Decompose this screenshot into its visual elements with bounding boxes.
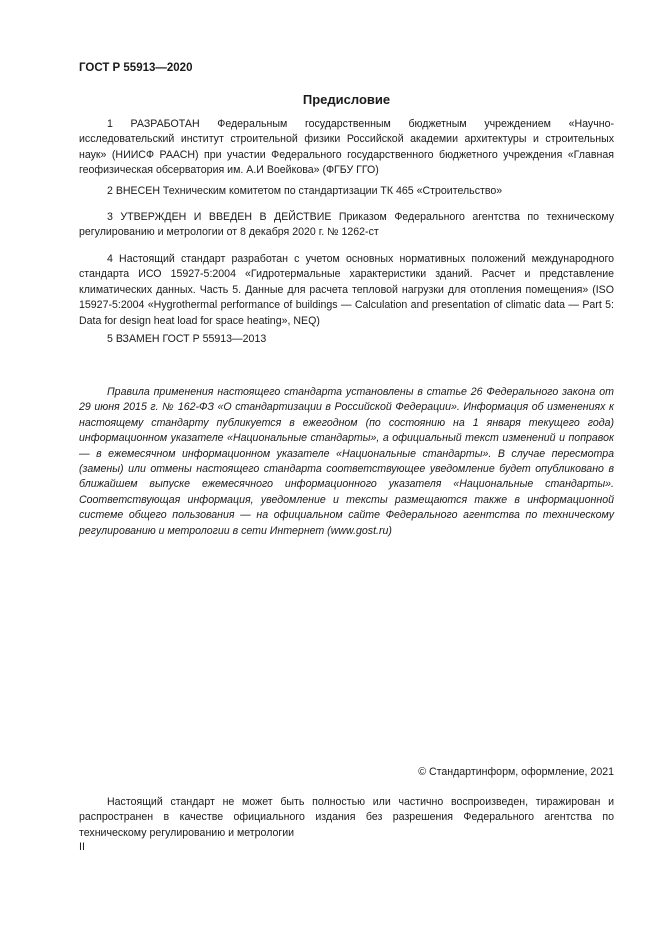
preface-item-2: 2 ВНЕСЕН Техническим комитетом по стандартизации ТК 465 «Строительство»: [107, 185, 503, 197]
reproduction-notice: Настоящий стандарт не может быть полностью или частично воспроизведен, тиражирован и распространен в качестве официального издания без разрешения Федерального агентства по техническому регулированию и метрологии: [79, 796, 614, 839]
page-number: II: [79, 841, 85, 853]
preface-item-5: 5 ВЗАМЕН ГОСТ Р 55913—2013: [107, 333, 267, 345]
preface-item-4: 4 Настоящий стандарт разработан с учетом основных нормативных положений международного стандарта ИСО 15927-5:2004 «Гидротермальные характеристики зданий. Расчет и представление климатических данных. Часть 5. Данные для расчета тепловой нагрузки для отопления помещения» (ISO 15927-5:2004 «Hygrothermal performance of buildings — Calculation and presentation of climatic data — Part 5: Data for design heat load for space heating», NEQ): [79, 253, 614, 327]
preface-item-1: 1 РАЗРАБОТАН Федеральным государственным бюджетным учреждением «Научно-исследовательский институт строительной физики Российской академии архитектуры и строительных наук» (НИИСФ РААСН) при участии Федерального государственного бюджетного учреждения «Главная геофизическая обсерватория им. А.И Воейкова» (ФГБУ ГГО): [79, 118, 614, 177]
preface-item-3: 3 УТВЕРЖДЕН И ВВЕДЕН В ДЕЙСТВИЕ Приказом Федерального агентства по техническому регулированию и метрологии от 8 декабря 2020 г. № 1262-ст: [79, 211, 614, 239]
application-notice: Правила применения настоящего стандарта установлены в статье 26 Федерального закона от 29 июня 2015 г. № 162-ФЗ «О стандартизации в Российской Федерации». Информация об изменениях к настоящему стандарту публикуется в ежегодном (по состоянию на 1 января текущего года) информационном указателе «Национальные стандарты», а официальный текст изменений и поправок — в ежемесячном информационном указателе «Национальные стандарты». В случае пересмотра (замены) или отмены настоящего стандарта соответствующее уведомление будет опубликовано в ближайшем выпуске ежемесячного информационного указателя «Национальные стандарты». Соответствующая информация, уведомление и тексты размещаются также в информационной системе общего пользования — на официальном сайте Федерального агентства по техническому регулированию и метрологии в сети Интернет (www.gost.ru): [79, 386, 614, 537]
copyright-line: © Стандартинформ, оформление, 2021: [418, 766, 614, 778]
section-title: Предисловие: [302, 92, 391, 107]
document-code: ГОСТ Р 55913—2020: [79, 62, 193, 74]
